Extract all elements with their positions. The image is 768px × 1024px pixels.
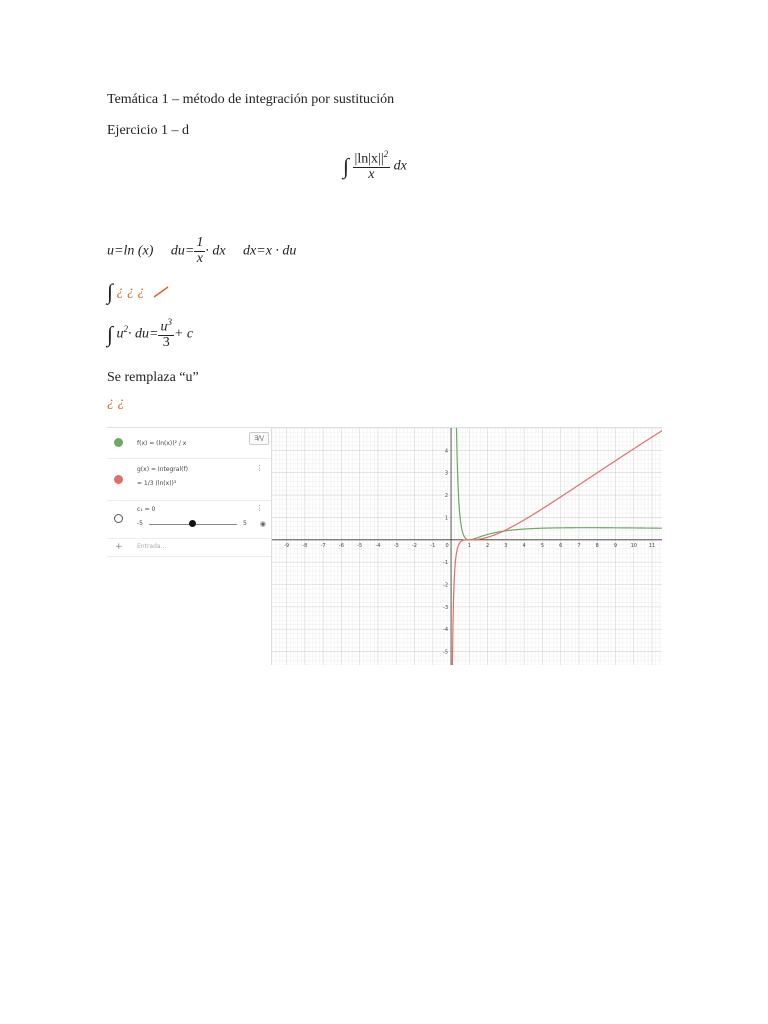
substitution-line (107, 236, 296, 266)
replace-text: Se remplaza “u” (107, 370, 199, 385)
broken-glyph-2: ¿ ¿ (107, 395, 125, 410)
y-tick-label: -3 (443, 604, 449, 611)
function-plot[interactable] (272, 428, 662, 665)
x-tick-label: 3 (504, 542, 508, 549)
integrand-exponent: 2 (383, 149, 389, 159)
visibility-toggle-icon[interactable] (114, 475, 123, 484)
x-tick-label: -6 (338, 542, 344, 549)
dx-expression: dx=x ∙ du (243, 243, 297, 259)
integrand-dx: dx (393, 158, 407, 174)
x-tick-label: -8 (302, 542, 308, 549)
algebra-input-row[interactable] (107, 538, 271, 557)
x-tick-label: 11 (648, 542, 656, 549)
integrand-numerator: |ln|x|| (354, 151, 384, 167)
x-tick-label: 0 (445, 542, 449, 549)
x-tick-label: -3 (393, 542, 399, 549)
du-lhs: du= (170, 243, 195, 259)
algebra-row-g-result: = 1/3 (ln(x))³ (137, 480, 177, 487)
integral2-num-exp: 3 (167, 317, 172, 327)
algebra-input[interactable]: Entrada... (137, 543, 167, 550)
add-icon[interactable]: + (115, 542, 123, 552)
du-denominator: x (196, 250, 203, 266)
y-tick-label: 2 (444, 493, 449, 500)
slider-label: c₁ = 0 (137, 506, 156, 513)
exercise-label: Ejercicio 1 – d (107, 123, 190, 138)
y-tick-label: 4 (444, 448, 449, 455)
x-tick-label: -5 (357, 542, 363, 549)
integral2-constant: + c (173, 326, 194, 342)
integral2-exp: 2 (123, 324, 129, 335)
y-tick-label: -4 (443, 627, 449, 634)
integral2-den: 3 (162, 335, 170, 351)
x-tick-label: -9 (284, 542, 290, 549)
algebra-row-g-text: g(x) = Integral(f) (137, 466, 188, 473)
integral2-mid: ∙ du= (128, 326, 159, 342)
integrand-denominator: x (368, 167, 375, 183)
slider-max: 5 (243, 520, 247, 527)
u-definition: u=ln (x) (107, 243, 154, 259)
y-tick-label: -2 (443, 582, 449, 589)
y-tick-label: 3 (444, 470, 449, 477)
more-options-icon[interactable]: ⋮ (256, 464, 263, 472)
geogebra-panel (107, 427, 662, 665)
du-fraction (194, 236, 205, 266)
x-tick-label: 4 (522, 542, 526, 549)
play-icon[interactable]: ◉ (259, 520, 266, 528)
x-tick-label: 2 (486, 542, 490, 549)
x-tick-label: 6 (559, 542, 563, 549)
x-tick-label: 8 (595, 542, 599, 549)
visibility-toggle-icon[interactable] (114, 514, 123, 523)
du-rhs: ∙ dx (205, 243, 226, 259)
integral2-fraction (158, 318, 174, 351)
integral-sign: ∫ (343, 153, 350, 179)
algebra-menu-button[interactable]: ∃/\/ (249, 432, 269, 445)
more-options-icon[interactable]: ⋮ (256, 504, 263, 512)
slider-handle[interactable] (189, 520, 196, 527)
x-tick-label: -1 (430, 542, 436, 549)
y-tick-label: -1 (443, 560, 449, 567)
x-tick-label: -2 (412, 542, 418, 549)
x-tick-label: -7 (320, 542, 326, 549)
du-numerator: 1 (196, 235, 204, 250)
slider-min: -5 (137, 520, 143, 527)
broken-stroke-icon (152, 285, 172, 299)
y-tick-label: -5 (443, 649, 449, 656)
y-tick-label: 1 (444, 515, 449, 522)
visibility-toggle-icon[interactable] (114, 438, 123, 447)
algebra-row-slider[interactable] (107, 500, 271, 539)
integral-sign-3: ∫ (107, 321, 114, 347)
broken-integral-line (107, 281, 172, 303)
algebra-row-f-text: f(x) = (ln(x))² / x (137, 440, 187, 447)
x-tick-label: 7 (577, 542, 581, 549)
algebra-row-g[interactable] (107, 458, 271, 501)
main-integral (343, 150, 407, 183)
x-tick-label: 10 (630, 542, 637, 549)
integral-sign-2: ∫ (107, 279, 114, 304)
x-tick-label: 5 (540, 542, 545, 549)
integral2-num: u (160, 319, 168, 335)
topic-title: Temática 1 – método de integración por sustitución (107, 92, 395, 107)
f-curve (452, 428, 663, 540)
integrand-fraction (353, 150, 391, 183)
x-tick-label: 9 (613, 542, 618, 549)
graphics-view[interactable] (271, 428, 662, 665)
second-integral (107, 318, 193, 351)
algebra-view (107, 428, 271, 665)
integral2-base: u (116, 326, 124, 342)
x-tick-label: -4 (375, 542, 381, 549)
broken-glyph-1: ¿ ¿ ¿ (116, 284, 145, 300)
x-tick-label: 1 (467, 542, 471, 549)
algebra-row-f[interactable] (107, 428, 271, 459)
